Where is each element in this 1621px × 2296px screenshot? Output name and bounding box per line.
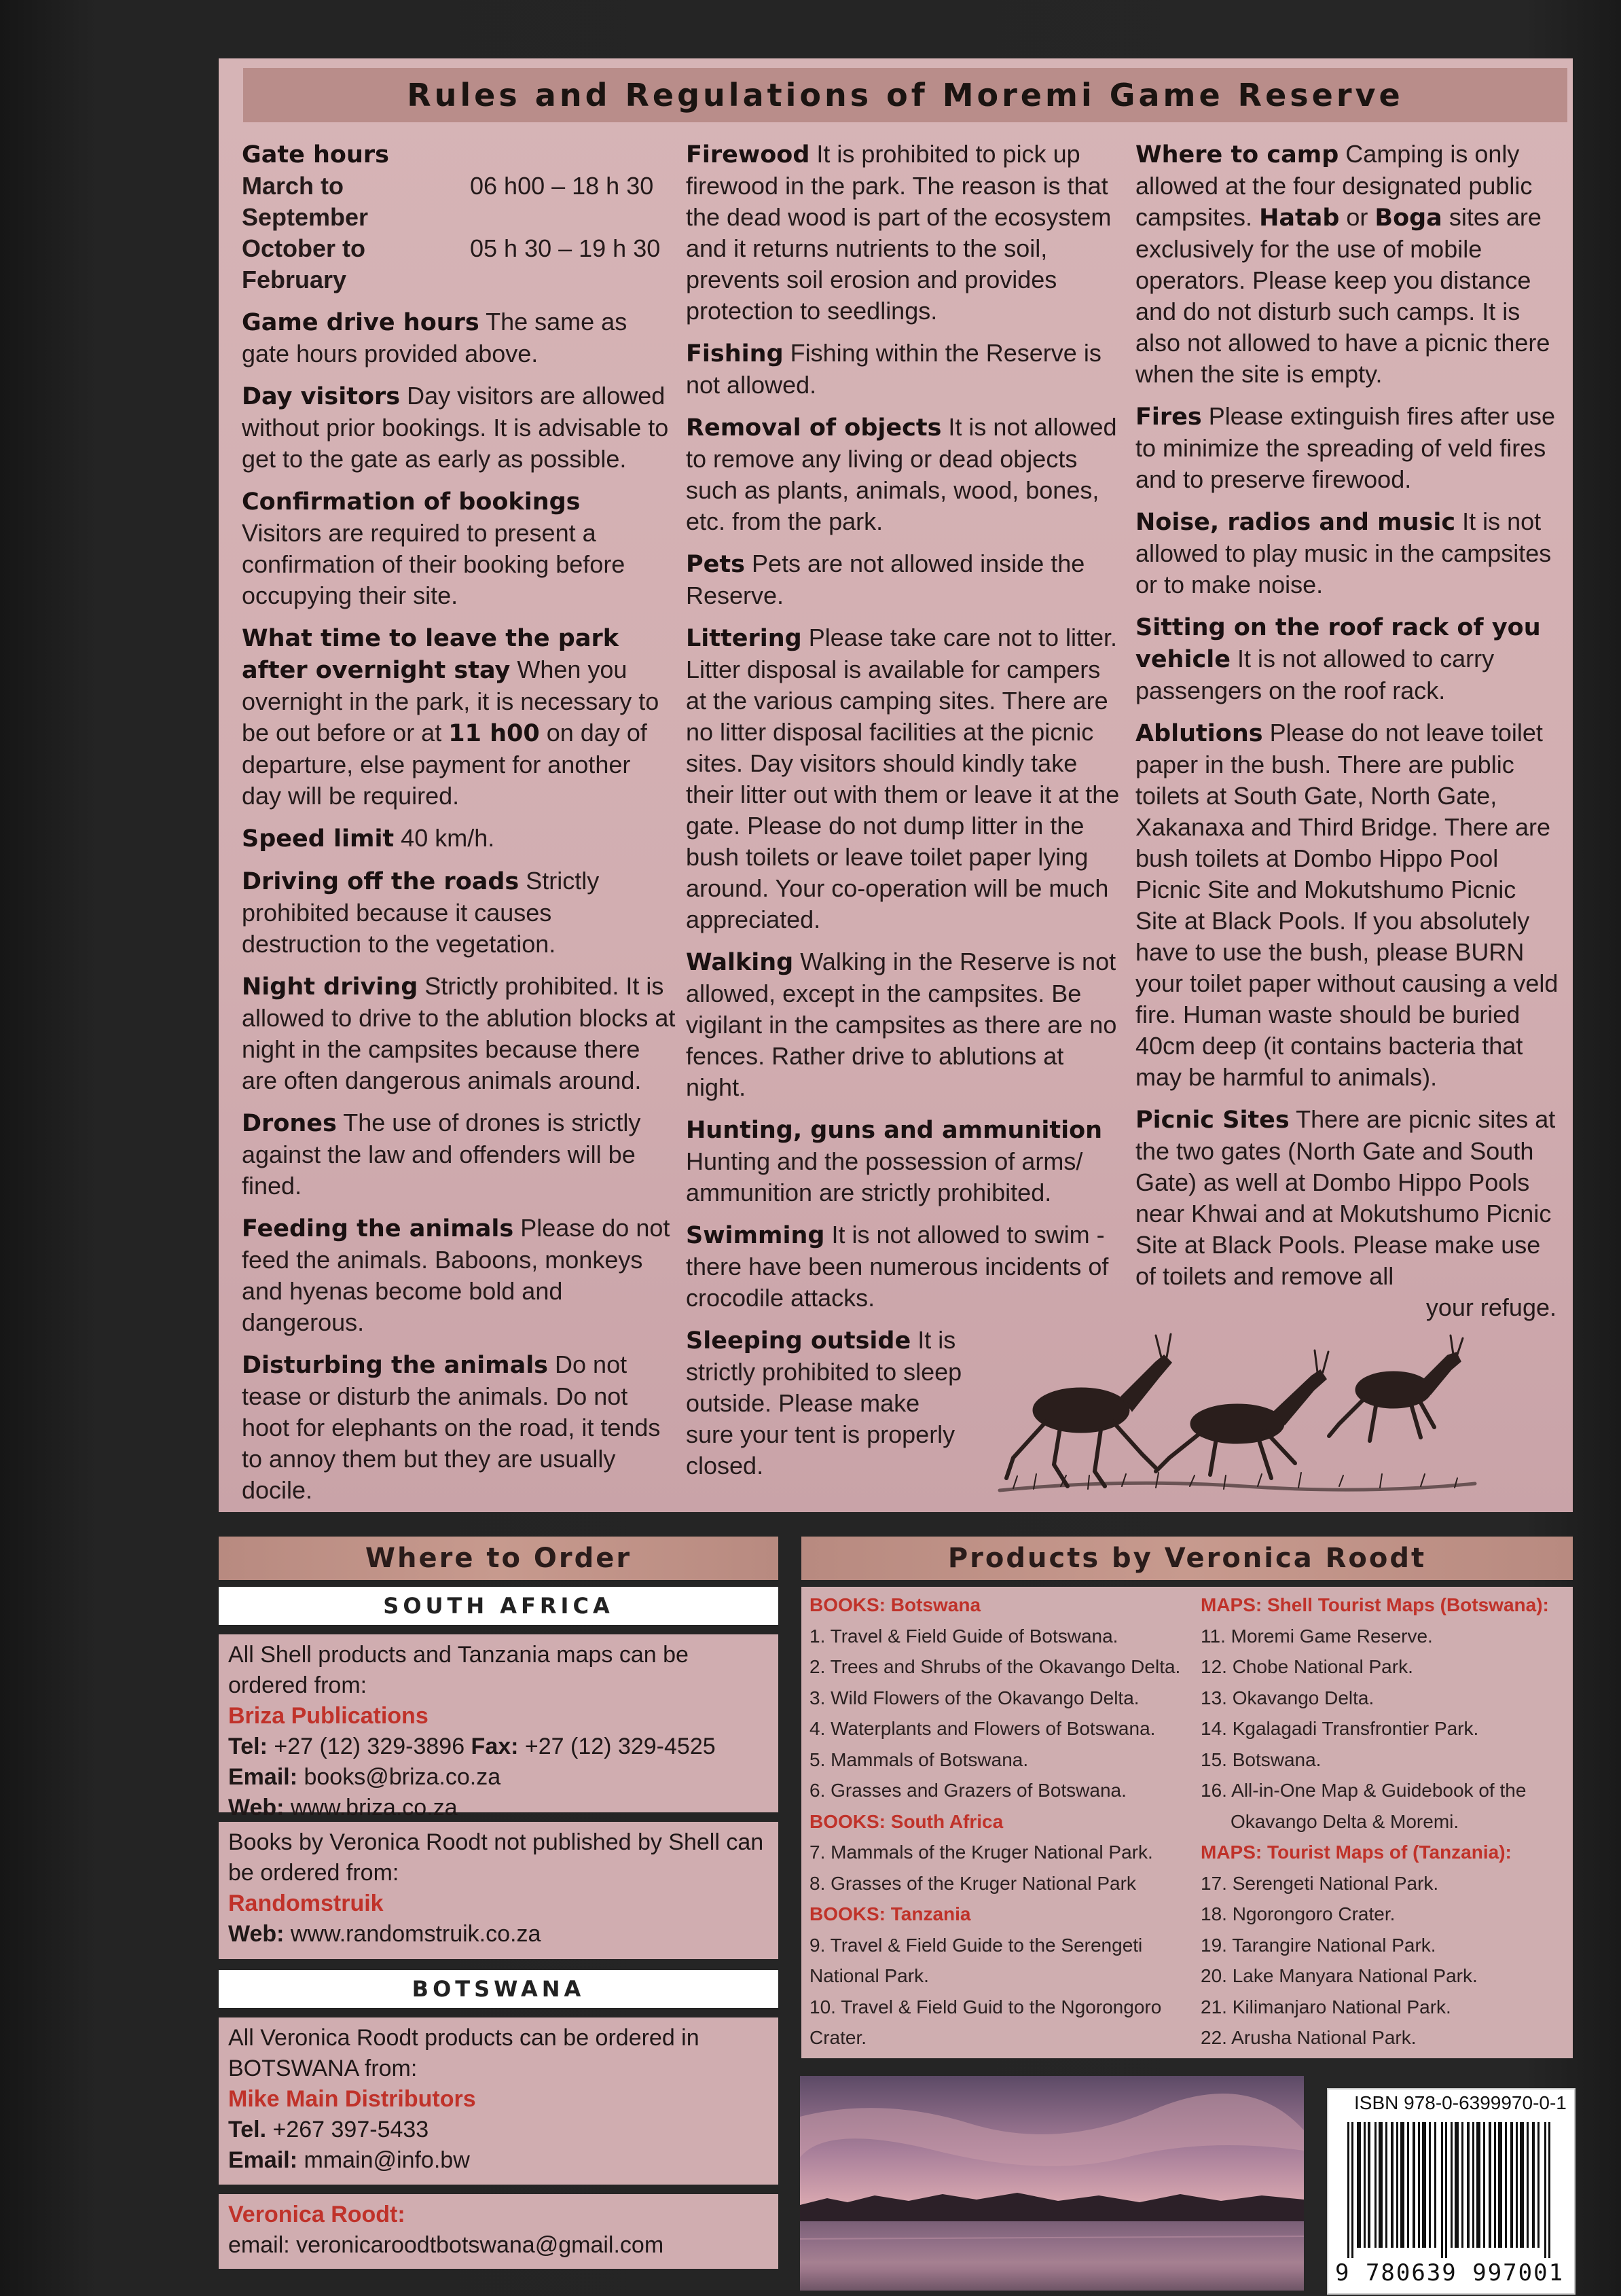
rule-text: Strictly prohibited. It is allowed to drive to the ablution blocks at night in the campsites because there are often dangerous animals around. [242,972,676,1094]
rule-heading: Littering [686,625,802,652]
rule-swimming [686,1219,1121,1314]
where-to-order-title: Where to Order [219,1537,778,1580]
email-label: Email: [228,1764,298,1790]
product-item: 12. Chobe National Park. [1201,1656,1413,1677]
october-label: October to February [242,234,366,293]
mike-main-tel: +267 397-5433 [266,2117,429,2142]
march-hours: 06 h00 – 18 h 30 [470,172,654,200]
product-item: 18. Ngorongoro Crater. [1201,1903,1396,1924]
product-item: 6. Grasses and Grazers of Botswana. [809,1780,1127,1801]
rule-text-end: your refuge. [1425,1293,1556,1321]
product-item: 19. Tarangire National Park. [1201,1934,1436,1956]
rule-text: on day of departure, else payment for another day will be required. [242,719,647,810]
rule-text: 40 km/h. [394,824,495,852]
rule-off-road [242,865,676,960]
rule-text: Camping is only allowed at the four designated public campsites. [1135,140,1533,231]
tel-label: Tel. [228,2117,267,2142]
products-title: Products by Veronica Roodt [801,1537,1573,1580]
rule-text: It is prohibited to pick up firewood in the park. The reason is that the dead wood is part of the ecosystem and it returns nutrients to the soil, prevents soil erosion and provides protection to seedlings. [686,140,1112,325]
rule-text: Pets are not allowed inside the Reserve. [686,550,1085,609]
rule-text: It is not allowed to remove any living or dead objects such as plants, animals, wood, bones, etc. from the park. [686,413,1117,535]
product-item: National Park. [809,1965,929,1986]
rule-text: Please take care not to litter. Litter disposal is available for campers at the various camping sites. There are no litter disposal facilities at the picnic sites. Day visitors should kindly take their litter out with them or leave it at the gate. Please do not dump litter in the bush toilets or leave toilet paper lying around. Your co-operation will be much appreciated. [686,624,1120,933]
rule-pets [686,548,1121,611]
veronica-roodt-box [219,2194,778,2269]
randomstruik-box [219,1822,778,1959]
rules-panel [219,58,1573,1512]
product-item: 22. Arusha National Park. [1201,2027,1417,2048]
rule-text: When you overnight in the park, it is necessary to be out before or at [242,656,659,747]
rule-heading: Night driving [242,973,418,1001]
veronica-roodt-email[interactable]: email: veronicaroodtbotswana@gmail.com [228,2232,664,2258]
products-list [801,1587,1573,2058]
rule-heading: Pets [686,551,745,578]
rule-text: Fishing within the Reserve is not allowed. [686,339,1101,399]
rule-heading: Ablutions [1135,720,1263,747]
rule-heading: Walking [686,949,794,976]
product-item: 2. Trees and Shrubs of the Okavango Delta. [809,1656,1181,1677]
product-item: 4. Waterplants and Flowers of Botswana. [809,1718,1156,1739]
rule-heading: Swimming [686,1222,825,1249]
product-item: 16. All-in-One Map & Guidebook of the [1201,1780,1527,1801]
rules-column-1 [242,139,676,1517]
barcode-digits: 9 780639 997001 [1335,2259,1565,2286]
rule-game-drive [242,306,676,370]
rule-text: There are picnic sites at the two gates (North Gate and South Gate) as well at Dombo Hippo Pools near Khwai and at Mokutshumo Picnic Site at Black Pools. Please make use of toilets and remove all [1135,1105,1556,1290]
randomstruik-web[interactable]: www.randomstruik.co.za [284,1921,541,1947]
rule-heading: Feeding the animals [242,1215,514,1242]
rule-emphasis: Boga [1374,204,1442,232]
web-label: Web: [228,1795,285,1820]
rule-text: Hunting and the possession of arms/ ammunition are strictly prohibited. [686,1147,1083,1206]
product-item: 15. Botswana. [1201,1748,1322,1770]
rule-text: Do not tease or disturb the animals. Do not hoot for elephants on the road, it tends to annoy them but they are usually docile. [242,1350,661,1504]
products-right-column [1201,1590,1567,2053]
rule-where-to-camp [1135,139,1563,390]
product-category: BOOKS: Botswana [809,1594,981,1615]
rule-heading: Confirmation of bookings [242,488,581,516]
rule-picnic-sites [1135,1104,1563,1323]
rule-heading: Fires [1135,403,1202,431]
product-item: 13. Okavango Delta. [1201,1687,1374,1708]
rule-heading: Day visitors [242,383,401,410]
product-item: 10. Travel & Field Guid to the Ngorongoro [809,1996,1162,2017]
rule-text: Please extinguish fires after use to minimize the spreading of veld fires and to preserve firewood. [1135,402,1556,493]
rule-heading: What time to leave the park after overnight stay [242,625,619,684]
rule-night-driving [242,971,676,1096]
rule-fishing [686,338,1121,401]
rule-text: Strictly prohibited because it causes destruction to the vegetation. [242,867,600,958]
product-item: 3. Wild Flowers of the Okavango Delta. [809,1687,1140,1708]
product-item: 5. Mammals of Botswana. [809,1748,1029,1770]
rule-leave-time [242,622,676,812]
briza-box [219,1634,778,1820]
rule-heading: Sitting on the roof rack of you vehicle [1135,614,1541,673]
randomstruik-intro: Books by Veronica Roodt not published by Shell can be ordered from: [228,1829,764,1886]
product-item: Crater. [809,2027,867,2048]
rule-speed-limit [242,823,676,855]
email-label: Email: [228,2147,298,2173]
october-hours: 05 h 30 – 19 h 30 [470,234,661,262]
march-label: March to September [242,172,369,231]
rule-heading: Noise, radios and music [1135,509,1456,536]
mike-main-intro: All Veronica Roodt products can be ordered in BOTSWANA from: [228,2025,699,2081]
veronica-roodt-name: Veronica Roodt: [228,2202,405,2227]
randomstruik-name: Randomstruik [228,1890,384,1916]
briza-tel: +27 (12) 329-3896 [267,1734,471,1759]
rule-sleeping [686,1325,971,1482]
product-item: 20. Lake Manyara National Park. [1201,1965,1478,1986]
gate-hours-heading: Gate hours [242,141,389,168]
product-category: BOOKS: South Africa [809,1810,1004,1832]
product-item: 1. Travel & Field Guide of Botswana. [809,1625,1118,1647]
rule-text: The use of drones is strictly against the law and offenders will be fined. [242,1109,641,1200]
product-category: MAPS: Shell Tourist Maps (Botswana): [1201,1594,1549,1615]
rule-walking [686,946,1121,1103]
botswana-label: BOTSWANA [219,1970,778,2008]
rule-heading: Disturbing the animals [242,1352,549,1379]
delta-sunset-photo [800,2076,1304,2291]
tel-label: Tel: [228,1734,268,1759]
rule-heading: Removal of objects [686,414,942,442]
rule-text: Please do not feed the animals. Baboons, monkeys and hyenas become bold and dangerous. [242,1214,670,1336]
rule-emphasis: Hatab [1259,204,1340,232]
rule-heading: Speed limit [242,825,395,853]
barcode-bars [1347,2122,1558,2258]
where-to-order-section [219,1537,778,2269]
rules-column-2 [686,139,1121,1492]
mike-main-email[interactable]: mmain@info.bw [297,2147,470,2173]
rule-fires [1135,401,1563,495]
rule-noise [1135,506,1563,600]
product-item: 11. Moremi Game Reserve. [1201,1625,1433,1647]
rule-heading: Fishing [686,340,784,367]
fax-label: Fax: [471,1734,519,1759]
rule-heading: Driving off the roads [242,868,520,895]
web-label: Web: [228,1921,285,1947]
south-africa-label: SOUTH AFRICA [219,1587,778,1625]
mike-main-box [219,2017,778,2185]
product-category: BOOKS: Tanzania [809,1903,971,1924]
product-category: MAPS: Tourist Maps of (Tanzania): [1201,1842,1512,1863]
rule-confirmation [242,486,676,611]
rule-drones [242,1107,676,1202]
mike-main-name: Mike Main Distributors [228,2086,476,2112]
rule-text: Please do not leave toilet paper in the bush. There are public toilets at South Gate, North Gate, Xakanaxa and Third Bridge. There are bush toilets at Dombo Hippo Pool Picnic Site and Mokutshumo Picnic Site at Black Pools. If you absolutely have to use the bush, please BURN your toilet paper without causing a veld fire. Human waste should be buried 40cm deep (it contains bacteria that may be harmful to animals). [1135,719,1559,1091]
rule-text: or [1339,203,1375,231]
rule-text: It is not allowed to play music in the campsites or to make noise. [1135,507,1552,598]
isbn-label: ISBN 978-0-6399970-0-1 [1354,2092,1567,2113]
rule-heading: Sleeping outside [686,1327,911,1355]
rule-text: The same as gate hours provided above. [242,308,627,367]
rule-heading: Drones [242,1110,337,1137]
product-item: 14. Kgalagadi Transfrontier Park. [1201,1718,1479,1739]
rule-heading: Game drive hours [242,309,479,336]
rule-text: It is not allowed to carry passengers on the roof rack. [1135,645,1495,704]
product-item: Okavango Delta & Moremi. [1231,1810,1459,1832]
rule-text: It is not allowed to swim - there have been numerous incidents of crocodile attacks. [686,1221,1109,1312]
product-item: 8. Grasses of the Kruger National Park [809,1872,1136,1894]
rule-text: sites are exclusively for the use of mobile operators. Please keep you distance and do not disturb such camps. It is also not allowed to have a picnic there when the site is empty. [1135,203,1550,388]
rule-text: It is strictly prohibited to sleep outside. Please make sure your tent is properly closed. [686,1326,962,1479]
rule-hunting [686,1114,1121,1208]
product-item: 9. Travel & Field Guide to the Serengeti [809,1934,1143,1956]
rule-heading: Hunting, guns and ammunition [686,1117,1103,1144]
rule-heading: Where to camp [1135,141,1339,168]
rule-text: Walking in the Reserve is not allowed, except in the campsites. Be vigilant in the campsites as there are no fences. Rather drive to ablutions at night. [686,948,1117,1101]
rules-title: Rules and Regulations of Moremi Game Reserve [243,68,1567,122]
rule-firewood [686,139,1121,327]
briza-name: Briza Publications [228,1703,429,1729]
rule-feeding [242,1213,676,1338]
rule-littering [686,622,1121,935]
rule-text: Day visitors are allowed without prior bookings. It is advisable to get to the gate as early as possible. [242,382,669,473]
product-item: 7. Mammals of the Kruger National Park. [809,1842,1153,1863]
rule-heading: Firewood [686,141,810,168]
rule-ablutions [1135,717,1563,1093]
briza-email[interactable]: books@briza.co.za [297,1764,501,1790]
rule-text: Visitors are required to present a confirmation of their booking before occupying their site. [242,519,625,609]
rule-removal [686,412,1121,537]
briza-fax: +27 (12) 329-4525 [518,1734,716,1759]
briza-intro: All Shell products and Tanzania maps can be ordered from: [228,1642,689,1698]
rule-emphasis: 11 h00 [448,720,540,747]
products-left-column [809,1590,1190,2053]
rule-day-visitors [242,380,676,475]
rule-heading: Picnic Sites [1135,1107,1290,1134]
rule-disturbing [242,1349,676,1506]
briza-web[interactable]: www.briza.co.za [284,1795,458,1820]
products-section [801,1537,1573,2058]
gate-hours-block [242,139,676,295]
product-item: 17. Serengeti National Park. [1201,1872,1439,1894]
antelope-illustration [986,1308,1489,1505]
rules-column-3 [1135,139,1563,1334]
rule-roof-rack [1135,611,1563,706]
isbn-barcode [1327,2088,1576,2295]
product-item: 21. Kilimanjaro National Park. [1201,1996,1451,2017]
